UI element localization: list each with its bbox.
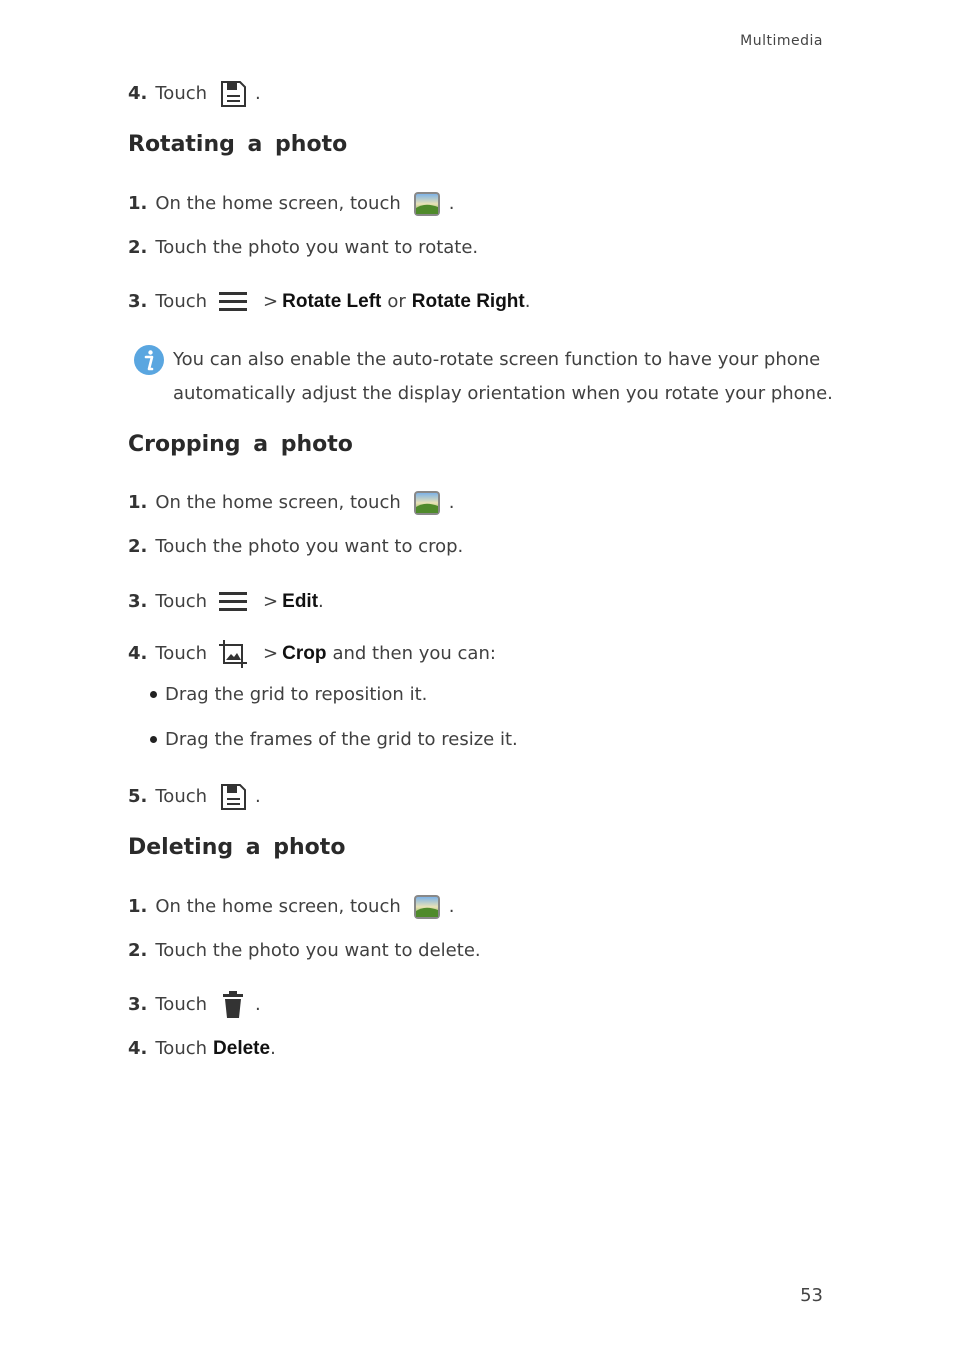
- step-text: Touch: [155, 786, 208, 807]
- step-text: Touch: [155, 591, 208, 612]
- step-text: Touch the photo you want to crop.: [155, 536, 464, 557]
- or-text: or: [387, 291, 406, 312]
- option-rotate-left: Rotate Left: [282, 291, 382, 312]
- delete-step-3: [128, 991, 261, 1019]
- crop-step-5: [128, 783, 261, 811]
- step-text: On the home screen, touch: [155, 193, 401, 214]
- bullet-dot: [150, 736, 157, 743]
- step-text: Touch the photo you want to delete.: [155, 940, 481, 961]
- option-rotate-right: Rotate Right: [411, 291, 525, 312]
- bullet-item: [150, 729, 518, 750]
- step-number: 1.: [128, 896, 148, 917]
- delete-step-1: [128, 893, 454, 921]
- step-period: .: [448, 492, 455, 513]
- step-period: .: [318, 591, 324, 612]
- save-icon: [219, 783, 247, 811]
- step-text: Touch: [155, 1038, 208, 1059]
- step-number: 2.: [128, 940, 148, 961]
- step-period: .: [448, 193, 455, 214]
- delete-step-4: [128, 1037, 276, 1061]
- crop-step-3: [128, 588, 324, 616]
- step-text: Touch: [155, 291, 208, 312]
- step-number: 4.: [128, 83, 148, 104]
- step-number: 2.: [128, 536, 148, 557]
- step-period: .: [255, 786, 261, 807]
- step-text: On the home screen, touch: [155, 896, 401, 917]
- bullet-text: Drag the grid to reposition it.: [165, 684, 428, 705]
- rotate-step-3: [128, 288, 530, 316]
- heading-cropping: Cropping a photo: [128, 432, 353, 457]
- step-text: On the home screen, touch: [155, 492, 401, 513]
- menu-icon: [219, 588, 247, 616]
- crop-step-1: [128, 489, 454, 517]
- rotate-step-1: [128, 190, 454, 218]
- step-period: .: [270, 1038, 276, 1059]
- menu-icon: [219, 288, 247, 316]
- path-separator: >: [263, 643, 279, 664]
- step-number: 4.: [128, 643, 148, 664]
- step-rest-text: and then you can:: [332, 643, 496, 664]
- step-number: 1.: [128, 193, 148, 214]
- path-separator: >: [263, 591, 279, 612]
- gallery-icon: [413, 489, 441, 517]
- step-text: Touch: [155, 643, 208, 664]
- step-period: .: [255, 83, 261, 104]
- step-number: 1.: [128, 492, 148, 513]
- crop-icon: [219, 640, 247, 668]
- step-period: .: [524, 291, 531, 312]
- bullet-dot: [150, 691, 157, 698]
- step-text: Touch the photo you want to rotate.: [155, 237, 479, 258]
- heading-deleting: Deleting a photo: [128, 835, 346, 860]
- step-number: 4.: [128, 1038, 148, 1059]
- rotate-step-2: [128, 236, 478, 260]
- save-icon: [219, 80, 247, 108]
- crop-step-2: [128, 535, 463, 559]
- step-number: 3.: [128, 291, 148, 312]
- gallery-icon: [413, 190, 441, 218]
- step-text: Touch: [155, 994, 208, 1015]
- gallery-icon: [413, 893, 441, 921]
- step-number: 3.: [128, 591, 148, 612]
- step-period: .: [448, 896, 455, 917]
- option-crop: Crop: [282, 643, 327, 664]
- page-number: 53: [800, 1285, 823, 1306]
- step-number: 5.: [128, 786, 148, 807]
- path-separator: >: [263, 291, 279, 312]
- step-number: 3.: [128, 994, 148, 1015]
- note-text: You can also enable the auto-rotate screen function to have your phone automatically adjust the display orientation when you rotate your phone.: [173, 349, 833, 404]
- step-save: [128, 80, 261, 108]
- crop-step-4: [128, 640, 496, 668]
- heading-rotating: Rotating a photo: [128, 132, 348, 157]
- step-number: 2.: [128, 237, 148, 258]
- trash-icon: [219, 991, 247, 1019]
- info-icon: [133, 344, 165, 376]
- delete-step-2: [128, 939, 481, 963]
- bullet-text: Drag the frames of the grid to resize it.: [165, 729, 518, 750]
- step-period: .: [255, 994, 261, 1015]
- header-section-label: Multimedia: [740, 33, 823, 49]
- option-delete: Delete: [213, 1038, 271, 1059]
- bullet-item: [150, 684, 427, 705]
- step-text: Touch: [155, 83, 208, 104]
- option-edit: Edit: [282, 591, 319, 612]
